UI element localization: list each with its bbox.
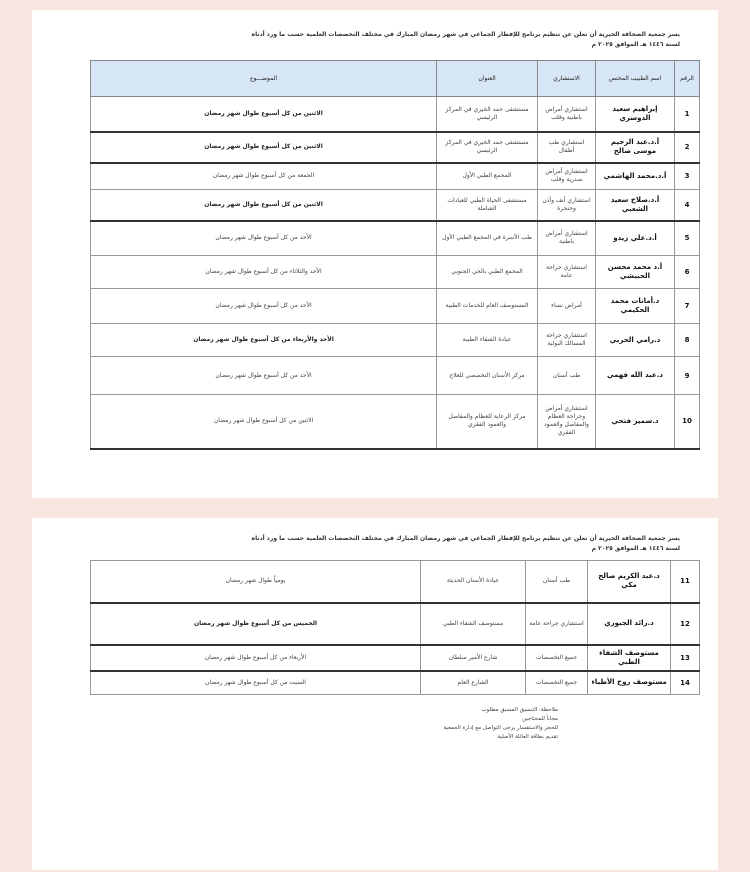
consultant-specialty: استشاري جراحة عامة <box>526 603 588 645</box>
row-number: 6 <box>675 256 700 289</box>
table-row <box>91 97 700 132</box>
footer-note: ملاحظة: التنسيق المسبق مطلوب <box>481 707 558 713</box>
header-line-2: لسنة ١٤٤٦ هـ الموافق ٢٠٢٥ م <box>591 41 680 48</box>
clinic-address: الشارع العام <box>421 671 526 695</box>
doctor-name: د.سمير فتحي <box>596 395 675 449</box>
document-page-1 <box>32 10 718 498</box>
page-header <box>80 30 680 50</box>
consultant-specialty: استشاري جراحة المسالك البولية <box>538 324 596 357</box>
table-row <box>91 132 700 163</box>
consultant-specialty: جميع التخصصات <box>526 645 588 671</box>
table-header-row <box>91 61 700 97</box>
clinic-address: مركز الرعاية للعظام والمفاصل والعمود الفقري <box>437 395 538 449</box>
consultant-specialty: طب أسنان <box>526 561 588 603</box>
clinic-address: المجمع الطبي بالحي الجنوبي <box>437 256 538 289</box>
row-number: 13 <box>671 645 700 671</box>
clinic-address: المجمع الطبي الأول <box>437 163 538 190</box>
table-row <box>91 221 700 256</box>
table-row <box>91 163 700 190</box>
document-page-2 <box>32 518 718 870</box>
doctor-name: أ.د.محمد الهاشمي <box>596 163 675 190</box>
doctor-name: مستوصف روح الأطباء <box>588 671 671 695</box>
column-header-consultant: الاستشاري <box>538 61 596 97</box>
schedule-text: الأحد والثلاثاء من كل أسبوع طوال شهر رمضان <box>91 256 437 289</box>
doctor-name: أ.د.صلاح سعيد الشعبي <box>596 190 675 221</box>
footer-note: مجاناً للمحتاجين <box>522 716 558 722</box>
schedule-text: الأحد من كل أسبوع طوال شهر رمضان <box>91 221 437 256</box>
column-header-address: العنوان <box>437 61 538 97</box>
row-number: 4 <box>675 190 700 221</box>
clinic-address: شارع الأمير سلطان <box>421 645 526 671</box>
schedule-text: يومياً طوال شهر رمضان <box>91 561 421 603</box>
table-row <box>91 603 700 645</box>
footer-note: تقديم بطاقة العائلة الأصلية <box>497 734 558 740</box>
consultant-specialty: استشاري طب أطفال <box>538 132 596 163</box>
row-number: 14 <box>671 671 700 695</box>
table-row <box>91 256 700 289</box>
consultant-specialty: استشاري أنف وأذن وحنجرة <box>538 190 596 221</box>
row-number: 12 <box>671 603 700 645</box>
row-number: 11 <box>671 561 700 603</box>
clinic-address: مستشفى الحياة الطبي للعيادات الشاملة <box>437 190 538 221</box>
doctor-name: د.عبد الله فهمي <box>596 357 675 395</box>
schedule-text: الاثنين من كل أسبوع طوال شهر رمضان <box>91 395 437 449</box>
schedule-text: الخميس من كل أسبوع طوال شهر رمضان <box>91 603 421 645</box>
table-row <box>91 289 700 324</box>
footer-note: للحجز والاستفسار يرجى التواصل مع إدارة الجمعية <box>443 725 558 731</box>
doctor-name: د.رائد الجبوري <box>588 603 671 645</box>
column-header-name: اسم الطبيب المختص <box>596 61 675 97</box>
doctor-name: أ.د.علي زيدو <box>596 221 675 256</box>
row-number: 5 <box>675 221 700 256</box>
clinic-address: مستشفى حمد الخيري في المركز الرئيسي <box>437 97 538 132</box>
clinic-address: المستوصف العام للخدمات الطبية <box>437 289 538 324</box>
schedule-text: الأحد من كل أسبوع طوال شهر رمضان <box>91 357 437 395</box>
consultant-specialty: استشاري أمراض صدرية وقلب <box>538 163 596 190</box>
clinic-address: عيادة الأسنان الحديثة <box>421 561 526 603</box>
doctor-name: د.أمانات محمد الحكيمي <box>596 289 675 324</box>
row-number: 1 <box>675 97 700 132</box>
schedule-text: الأربعاء من كل أسبوع طوال شهر رمضان <box>91 645 421 671</box>
row-number: 7 <box>675 289 700 324</box>
consultant-specialty: استشاري أمراض وجراحة العظام والمفاصل والعمود الفقري <box>538 395 596 449</box>
footer-notes <box>444 706 558 742</box>
row-number: 2 <box>675 132 700 163</box>
doctor-name: مستوصف الشفاء الطبي <box>588 645 671 671</box>
table-row <box>91 190 700 221</box>
header-line-1: يسر جمعية الصحافة الخيرية أن تعلن عن تنظيم برنامج للإفطار الجماعي في شهر رمضان المبارك في مختلف التخصصات العلمية حسب ما ورد أدناه <box>251 31 680 38</box>
clinic-address: مستوصف الشفاء الطبي <box>421 603 526 645</box>
table-row <box>91 395 700 449</box>
consultant-specialty: استشاري أمراض باطنية وقلب <box>538 97 596 132</box>
doctor-name: إبراهيم سعيد الدوسري <box>596 97 675 132</box>
clinic-address: مركز الأسنان التخصصي للعلاج <box>437 357 538 395</box>
consultant-specialty: طب أسنان <box>538 357 596 395</box>
row-number: 8 <box>675 324 700 357</box>
schedule-text: الأحد والأربعاء من كل أسبوع طوال شهر رمضان <box>91 324 437 357</box>
clinic-address: طب الأسرة في المجمع الطبي الأول <box>437 221 538 256</box>
row-number: 10 <box>675 395 700 449</box>
schedule-text: الأحد من كل أسبوع طوال شهر رمضان <box>91 289 437 324</box>
row-number: 3 <box>675 163 700 190</box>
column-header-number: الرقم <box>675 61 700 97</box>
table-row <box>91 671 700 695</box>
table-row <box>91 357 700 395</box>
column-header-topic: الموضـــوع <box>91 61 437 97</box>
schedule-text: الاثنين من كل أسبوع طوال شهر رمضان <box>91 97 437 132</box>
page-header <box>80 534 680 554</box>
header-line-1: يسر جمعية الصحافة الخيرية أن تعلن عن تنظيم برنامج للإفطار الجماعي في شهر رمضان المبارك في مختلف التخصصات العلمية حسب ما ورد أدناه <box>251 535 680 542</box>
table-row <box>91 324 700 357</box>
doctor-name: د.عبد الكريم صالح مكي <box>588 561 671 603</box>
doctors-table <box>90 60 700 450</box>
table-row <box>91 645 700 671</box>
clinic-address: عيادة الشفاء الطبية <box>437 324 538 357</box>
schedule-text: الجمعة من كل أسبوع طوال شهر رمضان <box>91 163 437 190</box>
doctor-name: د.رامي الحربي <box>596 324 675 357</box>
schedule-text: الاثنين من كل أسبوع طوال شهر رمضان <box>91 190 437 221</box>
consultant-specialty: أمراض نساء <box>538 289 596 324</box>
clinic-address: مستشفى حمد الخيري في المركز الرئيسي <box>437 132 538 163</box>
schedule-text: الاثنين من كل أسبوع طوال شهر رمضان <box>91 132 437 163</box>
row-number: 9 <box>675 357 700 395</box>
doctor-name: أ.د.عبد الرحيم موسى صالح <box>596 132 675 163</box>
doctor-name: أ.د محمد محسن الحبيشي <box>596 256 675 289</box>
table-row <box>91 561 700 603</box>
schedule-text: السبت من كل أسبوع طوال شهر رمضان <box>91 671 421 695</box>
consultant-specialty: استشاري جراحة عامة <box>538 256 596 289</box>
header-line-2: لسنة ١٤٤٦ هـ الموافق ٢٠٢٥ م <box>591 545 680 552</box>
doctors-table-continued <box>90 560 700 695</box>
consultant-specialty: جميع التخصصات <box>526 671 588 695</box>
consultant-specialty: استشاري أمراض باطنية <box>538 221 596 256</box>
